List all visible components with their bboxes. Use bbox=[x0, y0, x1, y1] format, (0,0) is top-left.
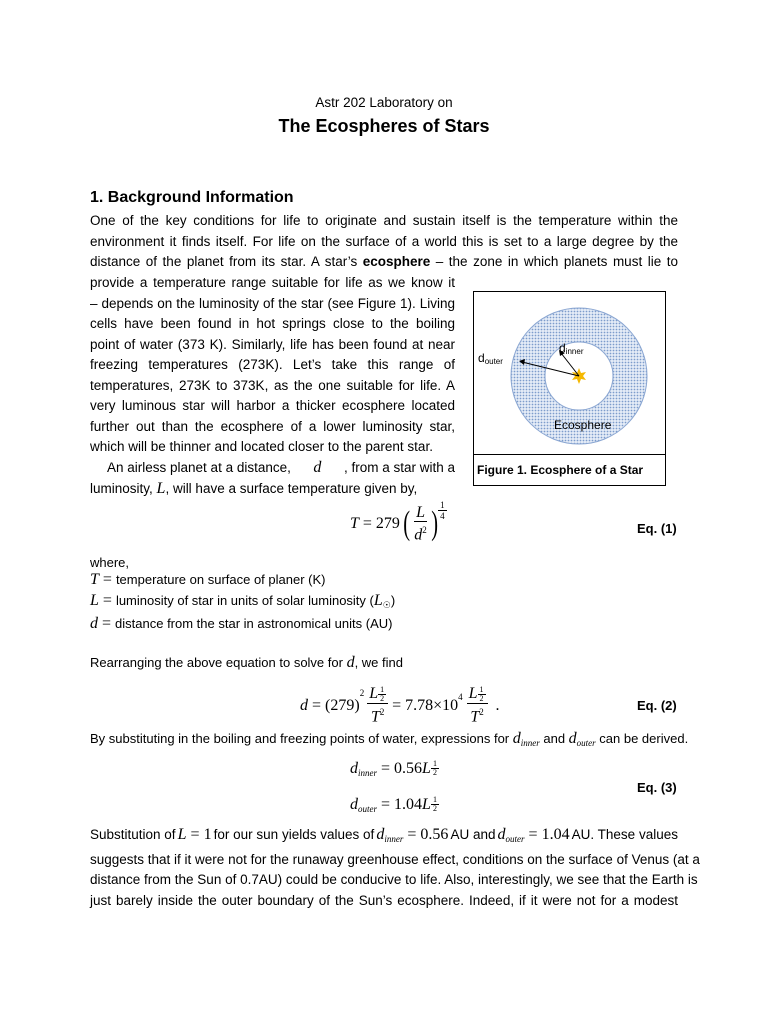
airless-line-2: luminosity, L, will have a surface temperature given by, bbox=[90, 479, 418, 497]
wrap-line: further out than the ecosphere of a lower luminosity star, bbox=[90, 418, 455, 434]
intro-line-1: One of the key conditions for life to originate and sustain itself is the temperature within the bbox=[90, 213, 678, 228]
where-label: where, bbox=[90, 555, 130, 570]
closing-line-1: Substitution of L = 1 for our sun yields values of $d_{inner} = 0.56$ AU and $d_{outer} = 1.04$ AU. These values bbox=[90, 826, 678, 844]
closing-paragraph bbox=[90, 825, 700, 911]
intro-paragraph bbox=[90, 211, 678, 273]
closing-line: just barely inside the outer boundary of the Sun’s ecosphere. Indeed, if it were not for a modest bbox=[90, 892, 678, 908]
figure-caption: Figure 1. Ecosphere of a Star bbox=[474, 454, 665, 485]
def-L: L = luminosity of star in units of solar luminosity $(L_☉)$ bbox=[90, 592, 396, 610]
rearrange-text: Rearranging the above equation to solve for d, we find bbox=[90, 654, 403, 671]
closing-line: suggests that if it were not for the runaway greenhouse effect, conditions on the surface of Venus (at a bbox=[90, 851, 700, 867]
def-T: T = temperature on surface of planer (K) bbox=[90, 571, 326, 588]
d-outer-label: douter bbox=[478, 351, 503, 366]
equation-3-line-2: $d_{outer} = 1.04L$ $\frac{1}{2}$ bbox=[350, 795, 437, 814]
figure-ecosphere bbox=[473, 291, 666, 486]
equation-2: d = (279) $^2$ L $\frac{1}{2}$ $T^2$ = 7.78×10 $^4$ L $\frac{1}{2}$ $T^2$ . bbox=[300, 685, 500, 726]
wrap-line: freezing temperatures (273K). Let’s take this range of bbox=[90, 357, 455, 372]
intro-line-3: distance of the planet from its star. A star’s ecosphere – the zone in which planets must lie to bbox=[90, 254, 678, 269]
substitute-text: By substituting in the boiling and freezing points of water, expressions for $d_{inner}$ and $d_{outer}$ can be derived. bbox=[90, 730, 689, 748]
doc-title: The Ecospheres of Stars bbox=[278, 116, 490, 136]
eq2-label: Eq. (2) bbox=[637, 698, 677, 713]
section-heading: 1. Background Information bbox=[90, 189, 294, 206]
airless-paragraph bbox=[90, 458, 455, 499]
wrap-line: provide a temperature range suitable for life as we know it bbox=[90, 275, 455, 290]
closing-line: distance from the Sun of 0.7AU) could be conducive to life. Also, interestingly, we see that the Earth is bbox=[90, 872, 698, 887]
wrap-line: point of water (373 K). Similarly, life has been found at near bbox=[90, 336, 455, 352]
wrap-line: temperatures, 273K to 373K, as the one suitable for life. A bbox=[90, 377, 455, 393]
airless-line-1: An airless planet at a distance, d , from a star with a bbox=[107, 459, 455, 476]
eq3-label: Eq. (3) bbox=[637, 780, 677, 795]
def-d: d = distance from the star in astronomical units (AU) bbox=[90, 615, 393, 632]
wrap-line: – depends on the luminosity of the star (see Figure 1). Living bbox=[90, 295, 455, 311]
equation-1: T = 279 ( $\frac{L}{d^2}$ ) $\frac{1}{4}$ bbox=[350, 500, 445, 544]
doc-subtitle: Astr 202 Laboratory on bbox=[315, 95, 453, 110]
wrap-line: very luminous star will harbor a thicker ecosphere located bbox=[90, 398, 455, 413]
intro-line-2: environment it finds itself. For life on the surface of a world this is set to a large degree by the bbox=[90, 233, 678, 249]
equation-3-line-1: $d_{inner} = 0.56L$ $\frac{1}{2}$ bbox=[350, 759, 437, 778]
wrap-line: which will be thinner and located closer to the parent star. bbox=[90, 439, 433, 454]
ecosphere-term: ecosphere bbox=[362, 254, 431, 269]
wrap-paragraph bbox=[90, 273, 455, 458]
wrap-line: cells have been found in hot springs close to the boiling bbox=[90, 316, 455, 331]
ecosphere-label: Ecosphere bbox=[554, 418, 612, 432]
d-inner-label: dinner bbox=[559, 341, 584, 356]
eq1-label: Eq. (1) bbox=[637, 521, 677, 536]
